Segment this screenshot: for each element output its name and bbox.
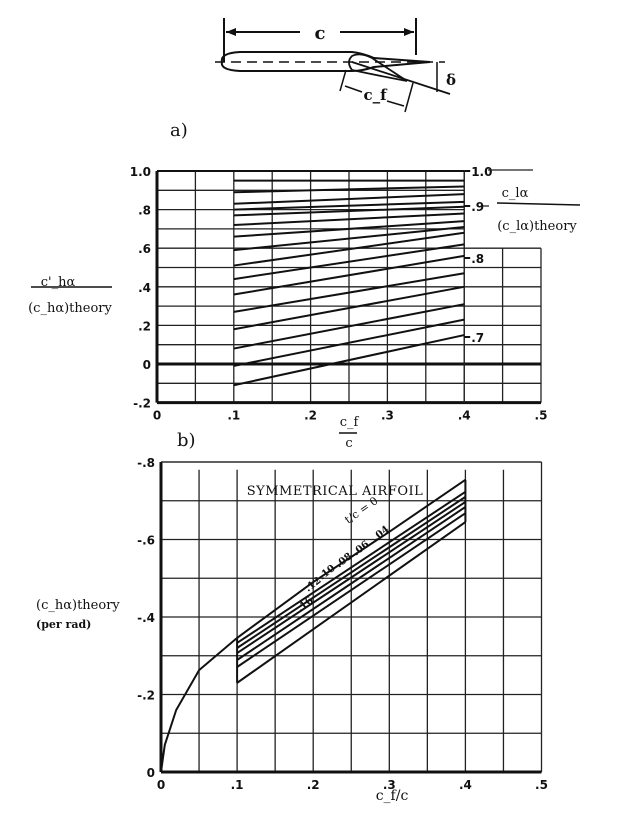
x-tick-label: .4 [457,408,471,423]
x-tick-label: .5 [534,408,548,423]
x-tick-label: .2 [304,408,318,423]
y-tick-label: -.2 [133,396,151,411]
series-label: .08 [334,550,355,571]
chart-title: SYMMETRICAL AIRFOIL [246,484,424,499]
y-tick-label: -.8 [137,456,155,470]
series-label: .04 [371,523,392,544]
chart-hinge-moment-ratio [28,165,580,451]
parameter-tick-label: .8 [471,252,485,266]
panel-label-b: b) [177,430,196,451]
x-tick-label: 0 [156,778,166,792]
y-tick-label: .8 [138,203,151,218]
x-tick-label: .5 [535,778,548,792]
series-label: .06 [351,538,372,559]
x-tick-label: .2 [306,778,320,792]
y-tick-label: .2 [138,319,151,334]
parameter-tick-label: 1.0 [471,165,493,179]
x-axis-label: c_f/c [375,788,409,804]
y-axis-label: (c_hα)theory [36,598,120,613]
chord-label: c [314,23,326,44]
y-axis-label-den: (c_hα)theory [28,301,112,316]
y-tick-label: 1.0 [129,165,151,179]
y-tick-label: -.6 [137,533,155,548]
series-label: .16 [295,594,316,615]
series-label: .10 [317,562,338,583]
x-axis-label-num: c_f [339,415,359,430]
x-tick-label: .3 [380,408,394,423]
x-axis-label-den: c [345,436,353,451]
series-label: .12 [303,574,324,595]
parameter-tick-label: .7 [471,331,485,345]
chart-hinge-moment-theory [36,456,548,804]
y-tick-label: 0 [142,358,151,372]
y-tick-label: -.2 [137,688,155,703]
flap-chord-label: c_f [363,86,387,104]
y-axis-label-num: c'_hα [40,275,76,290]
y-tick-label: 0 [146,766,155,780]
parameter-tick-label: .9 [471,200,485,214]
y-axis-label-sub: (per rad) [36,618,92,631]
y-tick-label: .6 [138,242,151,257]
parameter-label-num: c_lα [501,186,529,201]
x-tick-label: .1 [227,408,241,423]
x-tick-label: .3 [382,778,396,792]
deflection-label: δ [446,71,457,89]
x-tick-label: .1 [230,778,244,792]
airfoil-diagram [170,18,456,141]
y-tick-label: .4 [138,280,151,295]
panel-label-a: a) [170,120,188,141]
parameter-label-den: (c_lα)theory [497,219,577,234]
x-tick-label: .4 [458,778,472,792]
y-tick-label: -.4 [137,611,155,625]
curve-label: t/c = 0 [342,494,381,527]
x-tick-label: 0 [152,408,162,423]
